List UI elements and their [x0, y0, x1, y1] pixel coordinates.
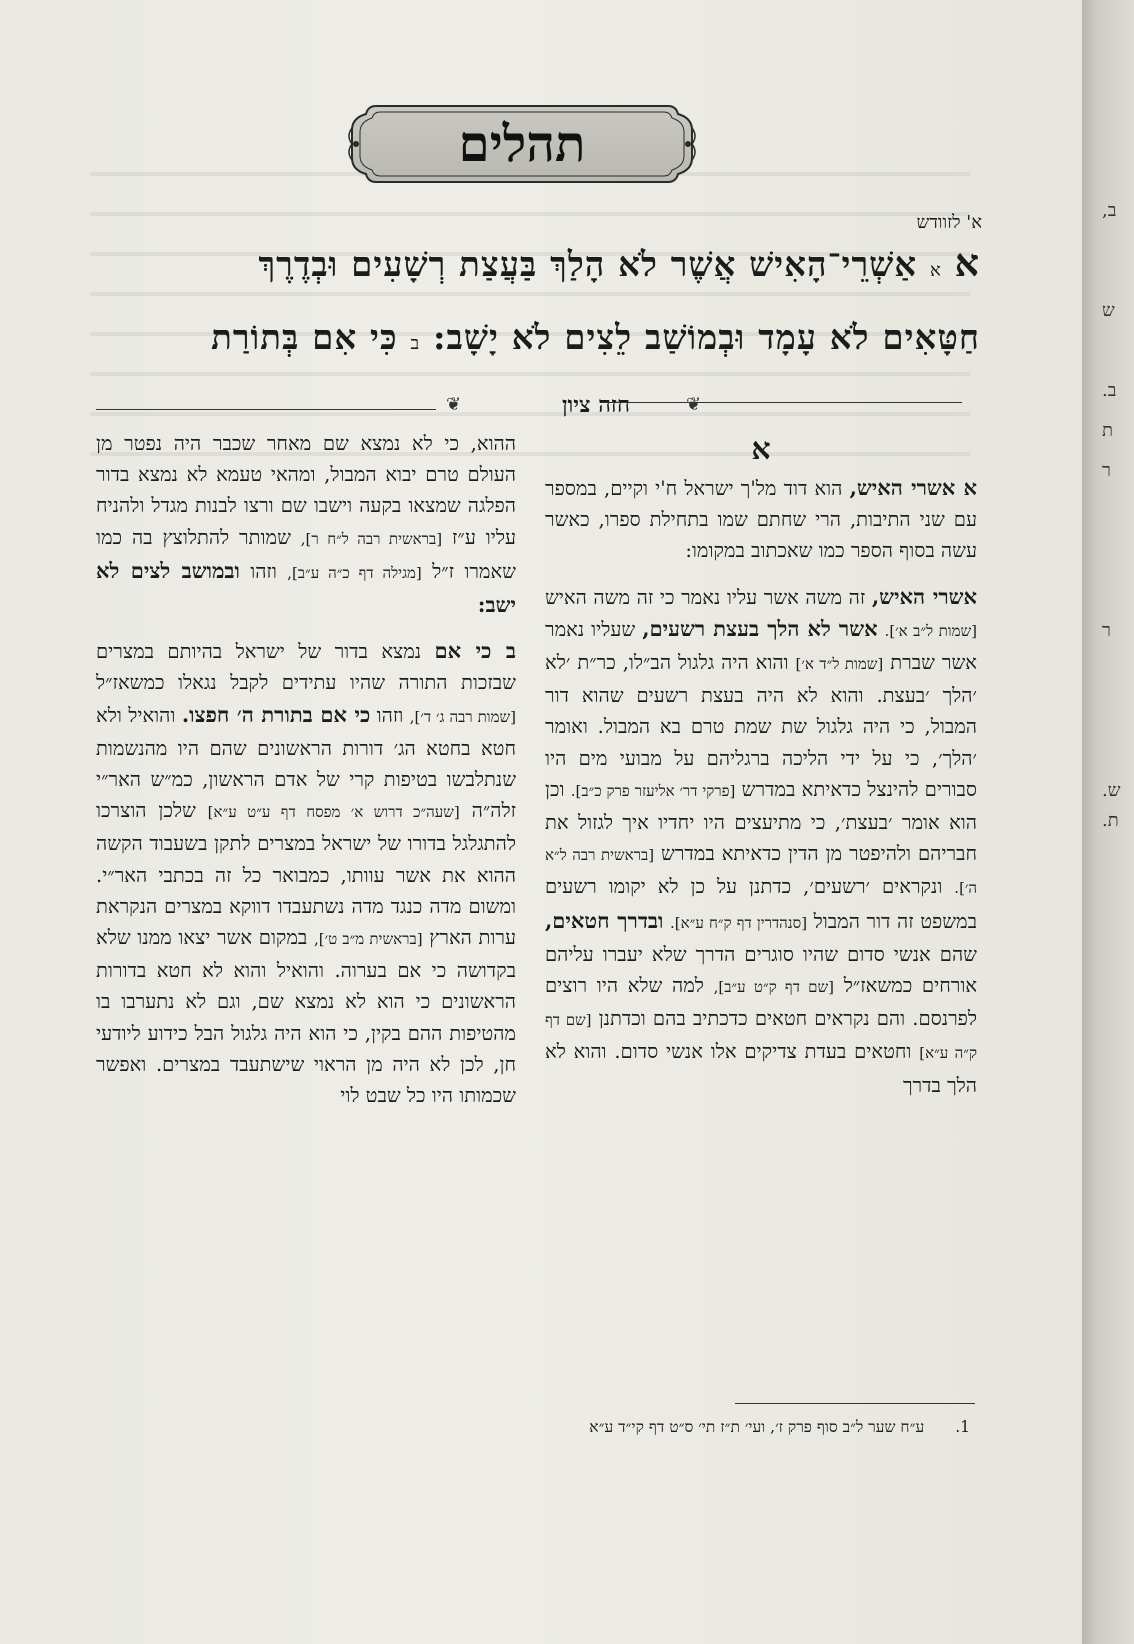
edge-glyph: ת. — [1102, 810, 1119, 831]
verse-line-2 — [211, 318, 980, 358]
edge-glyph: ת — [1102, 420, 1113, 441]
ornament-icon: ❦ — [446, 394, 462, 415]
verse-line-1 — [258, 240, 980, 286]
book-title: תהלים — [458, 114, 586, 173]
verse-text: אַשְׁרֵי־הָאִישׁ אֲשֶׁר לֹא הָלַךְ בַּעֲצַת רְשָׁעִים וּבְדֶרֶךְ — [258, 245, 918, 285]
verse-number: ב — [410, 333, 421, 354]
edge-glyph: ר — [1102, 460, 1111, 481]
footnote-rule — [735, 1403, 975, 1404]
commentary-paragraph: א אשרי האיש, הוא דוד מל'ך ישראל ח'י וקיים, במספר עם שני התיבות, הרי שחתם שמו בתחילת ספרו, כאשר עשה בסוף הספר כמו שאכתוב במקומו: — [545, 475, 978, 563]
section-letter: א — [751, 432, 771, 467]
commentary-paragraph: ב כי אם נמצא בדור של ישראל בהיותם במצרים שבזכות התורה שהיו עתידים לקבל נגאלו כמשאז״ל [שמות רבה ג׳ ד׳], וזהו כי אם בתורת ה׳ חפצו. והואיל ולא חטא בחטא הג׳ דורות הראשונים שהם היו מהנשמות שנתלבשו בטיפות קרי של אדם הראשון, כמ״ש האר״י זלה״ה [שעה״כ דרוש א׳ מפסח דף ע״ט ע״א] שלכן הוצרכו להתגלגל בדורו של ישראל במצרים לתקן בשעבוד הקשה ההוא את אשר עוותו, כמבואר כל זה בכתבי האר״י. ומשום מדה כנגד מדה נשתעבדו דווקא במצרים הנקראת ערות הארץ [בראשית מ״ב ט׳], במקום אשר יצאו ממנו שלא בקדושה כי אם בערוה. והואיל והוא לא חטא בדורות הראשונים כי הוא לא נמצא שם, וגם לא נתערבו בו מהטיפות ההם בקין, כי הוא היה גלגול הבל כידוע ליודעי חן, לכן לא היה מן הראוי שישתעבד במצרים. ואפשר שכמותו היו כל שבט לוי — [96, 638, 517, 1108]
footnote-number: 1. — [955, 1418, 970, 1436]
edge-glyph: ב, — [1102, 200, 1117, 221]
divider-line — [602, 402, 962, 403]
verse-number: א — [929, 260, 942, 281]
commentary-title: חזה ציון — [562, 392, 630, 418]
verse-text: חַטָּאִים לֹא עָמָד וּבְמוֹשַׁב לֵצִים לֹא יָשָׁב: — [432, 318, 980, 358]
commentary-paragraph: ההוא, כי לא נמצא שם מאחר שכבר היה נפטר מן העולם טרם יבוא המבול, ומהאי טעמא לא נמצא בדור הפלגה שמצאו בקעה וישבו שם ורצו לבנות מגדל ולהניח עליו ע״ז [בראשית רבה ל״ח ר], שמותר להתלוצץ בה כמו שאמרו ז״ל [מגילה דף כ״ה ע״ב], וזהו ובמושב לצים לא ישב: — [96, 432, 517, 618]
chapter-number: א — [954, 240, 980, 285]
edge-glyph: ר — [1102, 620, 1111, 641]
edge-glyph: ב. — [1102, 380, 1117, 401]
title-cartouche — [342, 96, 702, 192]
footnote-text: ע״ח שער ל״ב סוף פרק ז׳, ועי׳ ת״ז תי׳ ס״ט דף קי״ד ע״א — [589, 1418, 925, 1436]
commentary-divider — [96, 392, 962, 420]
footnote — [589, 1418, 970, 1437]
psalm-header: א' לזוודש — [916, 212, 982, 233]
edge-glyph: ש. — [1102, 780, 1121, 801]
commentary-column-left — [96, 428, 516, 1111]
ornament-icon: ❦ — [686, 394, 702, 415]
divider-line — [96, 409, 436, 410]
next-page-edge — [1082, 0, 1134, 1644]
verse-text: כִּי אִם בְּתוֹרַת — [211, 318, 398, 358]
edge-glyph: ש — [1102, 300, 1115, 321]
commentary-paragraph: אשרי האיש, זה משה אשר עליו נאמר כי זה משה האיש [שמות ל״ב א׳]. אשר לא הלך בעצת רשעים, שעליו נאמר אשר שברת [שמות ל״ד א׳] והוא היה גלגול הב״לו, כר״ת ׳לא ׳הלך ׳בעצת. והוא לא היה בעצת רשעים שהוא דור המבול, כי היה גלגול שת שמת טרם בא המבול. ואומר ׳הלך׳, כי על ידי הליכה ברגליהם על מבועי מים היו סבורים להינצל כדאיתא במדרש [פרקי דר׳ אליעזר פרק כ״ב]. וכן הוא אומר ׳בעצת׳, כי מתיעצים היו יחדיו איך לגזול את חבריהם ולהיפטר מן הדין כדאיתא במדרש [בראשית רבה ל״א ה׳]. ונקראים ׳רשעים׳, כדתנן על כן לא יקומו רשעים במשפט זה דור המבול [סנהדרין דף ק״ח ע״א]. ובדרך חטאים, שהם אנשי סדום שהיו סוגרים הדרך שלא יעברו עליהם אורחים כמשאז״ל [שם דף ק״ט ע״ב], למה שלא היו רוצים לפרנסם. והם נקראים חטאים כדכתיב בהם וכדתנן [שם דף ק״ה ע״א] וחטאים בעדת צדיקים אלו אנשי סדום. והוא לא הלך בדרך — [545, 583, 978, 1097]
commentary-column-right — [545, 428, 977, 1101]
